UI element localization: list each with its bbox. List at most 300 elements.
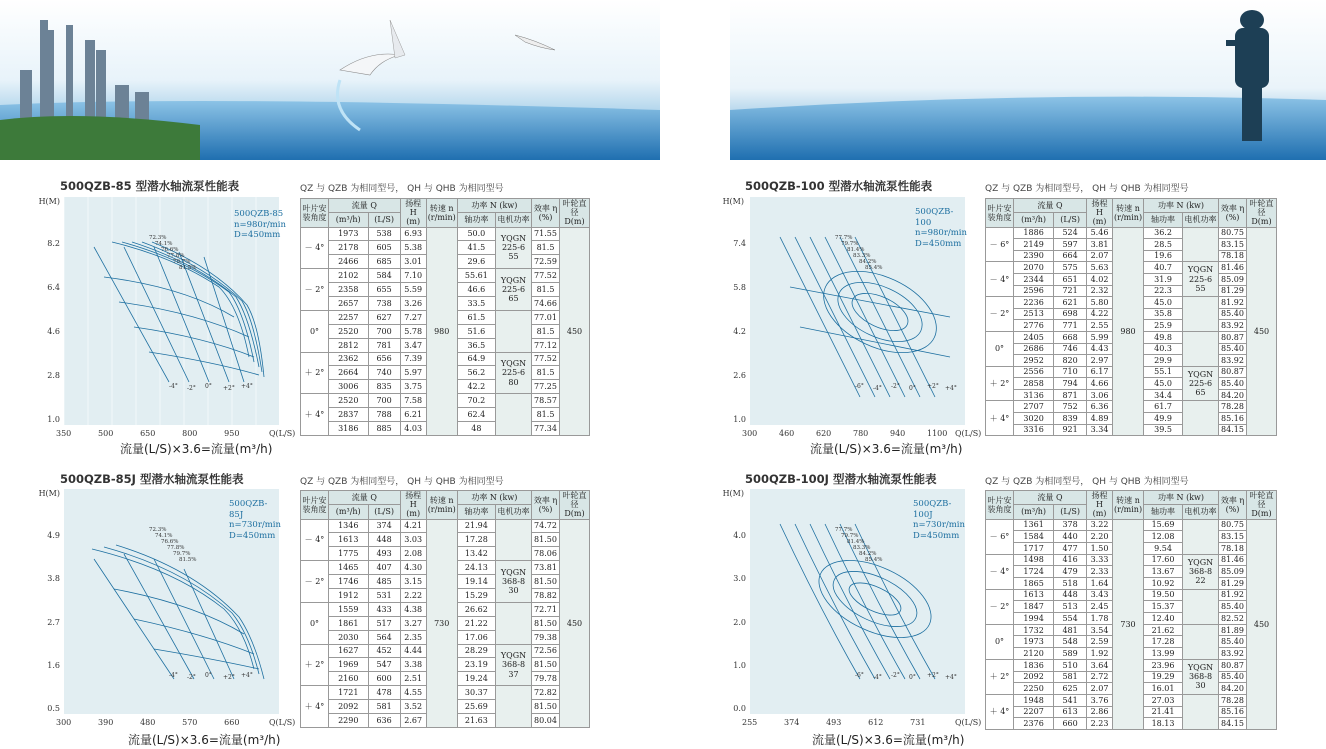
- table-cell: 548: [1054, 636, 1087, 648]
- table-cell: 2952: [1014, 355, 1054, 367]
- table-cell: 2466: [329, 255, 369, 269]
- table-cell: 1.78: [1087, 613, 1113, 625]
- table-row: [986, 227, 1277, 239]
- y-tick-label: 4.9: [47, 531, 60, 540]
- table-cell: 80.04: [532, 714, 560, 728]
- table-cell: 56.2: [457, 366, 495, 380]
- table-cell: 835: [368, 380, 400, 394]
- efficiency-label: 79.7%: [841, 241, 859, 247]
- table-cell: 26.62: [457, 602, 495, 616]
- speed-label: n=980r/min: [915, 228, 968, 239]
- efficiency-label: 76.6%: [161, 539, 179, 545]
- table-cell: 448: [1054, 589, 1087, 601]
- table-cell: 4.44: [400, 644, 426, 658]
- table-cell: 3.22: [1087, 519, 1113, 531]
- diameter-label: D=450mm: [234, 230, 281, 241]
- performance-chart: [64, 197, 287, 425]
- table-cell: [1183, 519, 1219, 554]
- table-cell: 2.51: [400, 672, 426, 686]
- table-cell: 2.23: [1087, 718, 1113, 730]
- x-tick-label: 650: [140, 429, 156, 438]
- col-flow-ls: (L/S): [368, 213, 400, 227]
- x-tick-label: 780: [853, 429, 869, 438]
- speed-label: n=730r/min: [913, 520, 966, 531]
- table-cell: 710: [1054, 366, 1087, 378]
- table-cell: 2092: [1014, 671, 1054, 683]
- angle-label: -4°: [169, 672, 178, 679]
- curve: [116, 545, 264, 679]
- table-cell: 3020: [1014, 413, 1054, 425]
- table-cell: 407: [368, 561, 400, 575]
- table-cell: 478: [368, 686, 400, 700]
- table-cell: 1584: [1014, 531, 1054, 543]
- table-cell: 27.03: [1144, 694, 1183, 706]
- table-cell: 46.6: [457, 283, 495, 297]
- table-cell: 738: [368, 297, 400, 311]
- y-tick-label: 1.0: [733, 660, 746, 670]
- y-tick-label: 0.5: [47, 704, 60, 713]
- y-tick-label: 4.0: [733, 531, 746, 540]
- y-tick-label: 8.2: [47, 239, 60, 248]
- table-cell: 48: [457, 422, 495, 436]
- efficiency-label: 77.7%: [835, 235, 853, 241]
- table-cell: YQGN 368-8 30: [1183, 659, 1219, 694]
- table-cell: 1721: [329, 686, 369, 700]
- table-cell: ＋ 4°: [986, 401, 1014, 436]
- table-cell: 81.50: [532, 616, 560, 630]
- angle-label: +4°: [241, 383, 253, 390]
- table-cell: 625: [1054, 683, 1087, 695]
- table-cell: 78.06: [532, 547, 560, 561]
- curve: [124, 554, 197, 679]
- table-cell: 50.0: [457, 227, 495, 241]
- model-label: 500QZB-85J: [229, 499, 268, 520]
- efficiency-label: 79.7%: [173, 259, 191, 265]
- col-motor: 电机功率: [496, 213, 532, 227]
- table-cell: 700: [368, 324, 400, 338]
- table-cell: 85.40: [1219, 308, 1247, 320]
- col-flow-ls: (L/S): [368, 505, 400, 519]
- table-cell: 81.46: [1219, 554, 1247, 566]
- table-cell: [1183, 297, 1219, 332]
- table-cell: 1717: [1014, 542, 1054, 554]
- angle-label: 0°: [909, 385, 916, 392]
- table-cell: 21.94: [457, 519, 495, 533]
- table-cell: 685: [368, 255, 400, 269]
- table-cell: 1.64: [1087, 578, 1113, 590]
- x-tick-label: 493: [826, 718, 842, 727]
- table-cell: ＋ 2°: [986, 659, 1014, 694]
- table-cell: 70.2: [457, 394, 495, 408]
- table-cell: 3.47: [400, 338, 426, 352]
- x-tick-label: 570: [182, 718, 198, 727]
- table-cell: 2149: [1014, 239, 1054, 251]
- col-eff: 效率 η (%): [532, 491, 560, 520]
- table-cell: 1.92: [1087, 648, 1113, 660]
- table-cell: 730: [426, 519, 457, 727]
- table-cell: 34.4: [1144, 389, 1183, 401]
- performance-table: [985, 198, 1277, 436]
- table-cell: 4.22: [1087, 308, 1113, 320]
- y-axis-label: H(M): [38, 489, 60, 498]
- angle-label: -2°: [891, 383, 900, 390]
- table-cell: 2.20: [1087, 531, 1113, 543]
- table-cell: 28.29: [457, 644, 495, 658]
- x-tick-label: 300: [56, 718, 72, 727]
- table-cell: 5.80: [1087, 297, 1113, 309]
- x-tick-label: 800: [182, 429, 198, 438]
- table-cell: 531: [368, 589, 400, 603]
- table-cell: 4.30: [400, 561, 426, 575]
- efficiency-label: 74.1%: [155, 533, 173, 539]
- table-cell: 2102: [329, 269, 369, 283]
- curve: [825, 560, 925, 638]
- table-cell: 2.08: [400, 547, 426, 561]
- x-axis-label: Q(L/S): [955, 718, 982, 727]
- table-cell: 3316: [1014, 424, 1054, 436]
- table-cell: 660: [1054, 718, 1087, 730]
- table-cell: － 2°: [986, 589, 1014, 624]
- table-cell: 2664: [329, 366, 369, 380]
- table-cell: 450: [560, 519, 590, 727]
- efficiency-label: 81.4%: [847, 247, 865, 253]
- col-impeller: 叶轮直径 D(m): [560, 199, 590, 228]
- table-cell: 655: [368, 283, 400, 297]
- table-cell: 1847: [1014, 601, 1054, 613]
- col-shaft: 轴功率: [1144, 213, 1183, 227]
- table-cell: 621: [1054, 297, 1087, 309]
- table-cell: 85.40: [1219, 636, 1247, 648]
- x-tick-label: 731: [910, 718, 926, 727]
- table-cell: YQGN 225-6 65: [496, 269, 532, 311]
- x-tick-label: 1100: [927, 429, 948, 438]
- table-cell: [1183, 227, 1219, 262]
- col-motor: 电机功率: [1183, 505, 1219, 519]
- table-cell: 81.92: [1219, 297, 1247, 309]
- table-cell: 575: [1054, 262, 1087, 274]
- table-cell: 24.13: [457, 561, 495, 575]
- table-cell: 17.28: [457, 533, 495, 547]
- angle-label: -2°: [187, 674, 196, 681]
- table-cell: 5.78: [400, 324, 426, 338]
- table-cell: 5.99: [1087, 331, 1113, 343]
- curve: [840, 524, 920, 679]
- table-cell: 6.93: [400, 227, 426, 241]
- table-cell: [496, 602, 532, 644]
- table-cell: 448: [368, 533, 400, 547]
- table-cell: 493: [368, 547, 400, 561]
- table-cell: 3186: [329, 422, 369, 436]
- table-cell: 71.55: [532, 227, 560, 241]
- table-cell: 4.02: [1087, 273, 1113, 285]
- table-cell: 13.42: [457, 547, 495, 561]
- performance-table: [300, 490, 590, 728]
- angle-label: -6°: [855, 383, 864, 390]
- table-cell: 1912: [329, 589, 369, 603]
- table-cell: 450: [1247, 519, 1277, 729]
- y-tick-label: 4.2: [733, 327, 746, 336]
- table-cell: 517: [368, 616, 400, 630]
- col-flow-m3: (m³/h): [329, 213, 369, 227]
- table-cell: 13.99: [1144, 648, 1183, 660]
- col-power: 功率 N (kw): [1144, 491, 1219, 505]
- col-head: 扬程 H (m): [1087, 491, 1113, 520]
- panel-title: 500QZB-85J 型潜水轴流泵性能表: [60, 472, 244, 486]
- table-cell: 23.19: [457, 658, 495, 672]
- table-cell: 78.57: [532, 394, 560, 408]
- table-cell: － 6°: [986, 519, 1014, 554]
- table-cell: 19.50: [1144, 589, 1183, 601]
- angle-label: +2°: [223, 385, 235, 392]
- table-cell: 2070: [1014, 262, 1054, 274]
- table-cell: 80.75: [1219, 519, 1247, 531]
- angle-label: 0°: [909, 674, 916, 681]
- table-cell: 2376: [1014, 718, 1054, 730]
- table-cell: 4.43: [1087, 343, 1113, 355]
- table-cell: 4.38: [400, 602, 426, 616]
- col-shaft: 轴功率: [457, 213, 495, 227]
- table-cell: 77.34: [532, 422, 560, 436]
- table-cell: 21.22: [457, 616, 495, 630]
- y-axis-label: H(M): [722, 197, 744, 206]
- y-tick-label: 2.6: [733, 371, 746, 380]
- efficiency-label: 81.5%: [179, 265, 197, 271]
- table-cell: YQGN 225-6 55: [496, 227, 532, 269]
- table-cell: 81.50: [532, 658, 560, 672]
- table-cell: 3.26: [400, 297, 426, 311]
- table-cell: [1183, 331, 1219, 366]
- table-cell: YQGN 368-8 30: [496, 561, 532, 603]
- table-cell: 3.64: [1087, 659, 1113, 671]
- col-flow-ls: (L/S): [1054, 213, 1087, 227]
- table-cell: 564: [368, 630, 400, 644]
- table-cell: 0°: [986, 624, 1014, 659]
- table-cell: 77.25: [532, 380, 560, 394]
- y-tick-label: 4.6: [47, 327, 60, 336]
- table-cell: 15.29: [457, 589, 495, 603]
- y-tick-label: 1.6: [47, 660, 60, 670]
- table-cell: 85.40: [1219, 601, 1247, 613]
- table-cell: 45.0: [1144, 297, 1183, 309]
- banner-left: [0, 0, 660, 160]
- y-tick-label: 6.4: [47, 283, 60, 292]
- table-cell: 17.60: [1144, 554, 1183, 566]
- table-cell: 28.5: [1144, 239, 1183, 251]
- table-cell: 664: [1054, 250, 1087, 262]
- panel-title: 500QZB-100 型潜水轴流泵性能表: [745, 179, 933, 193]
- table-cell: YQGN 225-6 65: [1183, 366, 1219, 401]
- table-cell: 61.7: [1144, 401, 1183, 413]
- table-cell: 81.5: [532, 324, 560, 338]
- table-cell: 82.52: [1219, 613, 1247, 625]
- table-cell: 518: [1054, 578, 1087, 590]
- table-cell: － 4°: [301, 227, 329, 269]
- table-cell: 72.71: [532, 602, 560, 616]
- table-cell: 55.1: [1144, 366, 1183, 378]
- table-cell: YQGN 225-6 80: [496, 352, 532, 394]
- table-cell: 6.36: [1087, 401, 1113, 413]
- table-cell: 22.3: [1144, 285, 1183, 297]
- col-flow-m3: (m³/h): [329, 505, 369, 519]
- efficiency-label: 77.7%: [835, 527, 853, 533]
- speed-label: n=980r/min: [234, 219, 287, 230]
- table-cell: 4.03: [400, 422, 426, 436]
- performance-curves: [92, 545, 264, 679]
- table-cell: 700: [368, 394, 400, 408]
- x-tick-label: 940: [890, 429, 906, 438]
- table-cell: 61.5: [457, 310, 495, 324]
- table-cell: 81.50: [532, 575, 560, 589]
- table-cell: 7.10: [400, 269, 426, 283]
- table-cell: 45.0: [1144, 378, 1183, 390]
- col-flow-ls: (L/S): [1054, 505, 1087, 519]
- table-cell: 581: [1054, 671, 1087, 683]
- table-cell: 83.15: [1219, 239, 1247, 251]
- table-cell: 80.87: [1219, 366, 1247, 378]
- table-cell: － 2°: [986, 297, 1014, 332]
- table-cell: [1183, 401, 1219, 436]
- y-axis-label: H(M): [38, 197, 60, 206]
- col-flow: 流量 Q: [1014, 491, 1087, 505]
- y-tick-label: 3.8: [47, 574, 60, 584]
- table-cell: 485: [368, 575, 400, 589]
- table-cell: 752: [1054, 401, 1087, 413]
- table-cell: 29.9: [1144, 355, 1183, 367]
- table-cell: 49.9: [1144, 413, 1183, 425]
- table-cell: 25.69: [457, 700, 495, 714]
- table-cell: 1613: [1014, 589, 1054, 601]
- efficiency-label: 85.4%: [865, 557, 883, 563]
- table-cell: 3136: [1014, 389, 1054, 401]
- col-impeller: 叶轮直径 D(m): [1247, 491, 1277, 520]
- table-cell: 84.15: [1219, 424, 1247, 436]
- table-cell: 771: [1054, 320, 1087, 332]
- table-cell: 3.15: [400, 575, 426, 589]
- table-cell: 23.96: [1144, 659, 1183, 671]
- table-cell: 25.9: [1144, 320, 1183, 332]
- table-cell: 2120: [1014, 648, 1054, 660]
- table-cell: 18.13: [1144, 718, 1183, 730]
- table-cell: 74.66: [532, 297, 560, 311]
- table-cell: 51.6: [457, 324, 495, 338]
- diameter-label: D=450mm: [915, 238, 962, 249]
- efficiency-label: 77.8%: [167, 253, 185, 259]
- table-cell: 78.82: [532, 589, 560, 603]
- table-cell: 2405: [1014, 331, 1054, 343]
- table-cell: 3.43: [1087, 589, 1113, 601]
- table-cell: ＋ 2°: [301, 644, 329, 686]
- table-cell: 84.20: [1219, 389, 1247, 401]
- table-cell: 2.97: [1087, 355, 1113, 367]
- table-cell: 3.34: [1087, 424, 1113, 436]
- table-cell: 83.92: [1219, 355, 1247, 367]
- table-cell: 15.69: [1144, 519, 1183, 531]
- table-cell: － 2°: [301, 269, 329, 311]
- table-cell: 2707: [1014, 401, 1054, 413]
- table-cell: 3.52: [400, 700, 426, 714]
- table-cell: 2520: [329, 324, 369, 338]
- table-cell: 656: [368, 352, 400, 366]
- table-cell: 651: [1054, 273, 1087, 285]
- table-cell: 7.27: [400, 310, 426, 324]
- y-tick-label: 0.0: [733, 704, 746, 713]
- table-cell: 1886: [1014, 227, 1054, 239]
- efficiency-label: 81.5%: [179, 557, 197, 563]
- table-cell: 668: [1054, 331, 1087, 343]
- table-cell: 440: [1054, 531, 1087, 543]
- col-speed: 转速 n (r/min): [426, 491, 457, 520]
- table-cell: 81.29: [1219, 285, 1247, 297]
- col-motor: 电机功率: [496, 505, 532, 519]
- table-cell: 81.5: [532, 366, 560, 380]
- col-shaft: 轴功率: [457, 505, 495, 519]
- table-cell: 7.39: [400, 352, 426, 366]
- table-cell: 2.07: [1087, 250, 1113, 262]
- table-cell: 78.28: [1219, 401, 1247, 413]
- angle-label: +2°: [223, 674, 235, 681]
- panel-title: 500QZB-100J 型潜水轴流泵性能表: [745, 472, 937, 486]
- table-cell: 781: [368, 338, 400, 352]
- table-cell: 49.8: [1144, 331, 1183, 343]
- x-tick-label: 300: [742, 429, 758, 438]
- x-tick-label: 950: [224, 429, 240, 438]
- table-cell: 788: [368, 408, 400, 422]
- angle-label: +4°: [241, 672, 253, 679]
- y-tick-label: 1.0: [47, 415, 60, 424]
- efficiency-label: 72.3%: [149, 527, 167, 533]
- col-flow-m3: (m³/h): [1014, 505, 1054, 519]
- table-cell: 77.01: [532, 310, 560, 324]
- table-cell: 15.37: [1144, 601, 1183, 613]
- angle-label: -4°: [873, 674, 882, 681]
- table-cell: 374: [368, 519, 400, 533]
- table-cell: 1627: [329, 644, 369, 658]
- table-cell: YQGN 368-8 37: [496, 644, 532, 686]
- flow-caption: 流量(L/S)×3.6=流量(m³/h): [810, 442, 963, 456]
- table-cell: 40.3: [1144, 343, 1183, 355]
- table-cell: [1183, 589, 1219, 624]
- angle-label: +2°: [927, 383, 939, 390]
- table-cell: 4.55: [400, 686, 426, 700]
- table-cell: 17.28: [1144, 636, 1183, 648]
- table-cell: 85.40: [1219, 671, 1247, 683]
- table-cell: 7.58: [400, 394, 426, 408]
- table-cell: 30.37: [457, 686, 495, 700]
- table-cell: 2.22: [400, 589, 426, 603]
- angle-label: -6°: [855, 672, 864, 679]
- col-speed: 转速 n (r/min): [426, 199, 457, 228]
- efficiency-label: 77.8%: [167, 545, 185, 551]
- table-cell: 6.17: [1087, 366, 1113, 378]
- col-flow: 流量 Q: [329, 199, 401, 213]
- table-cell: 55.61: [457, 269, 495, 283]
- table-cell: ＋ 2°: [301, 352, 329, 394]
- table-cell: 81.5: [532, 241, 560, 255]
- table-cell: 479: [1054, 566, 1087, 578]
- angle-label: -4°: [169, 383, 178, 390]
- table-cell: 84.15: [1219, 718, 1247, 730]
- table-cell: 605: [368, 241, 400, 255]
- table-cell: [496, 519, 532, 561]
- table-cell: 1973: [329, 227, 369, 241]
- table-cell: 16.01: [1144, 683, 1183, 695]
- table-cell: 78.18: [1219, 542, 1247, 554]
- table-cell: 2776: [1014, 320, 1054, 332]
- table-cell: － 4°: [986, 554, 1014, 589]
- table-cell: 636: [368, 714, 400, 728]
- curve: [780, 237, 860, 397]
- table-cell: 2207: [1014, 706, 1054, 718]
